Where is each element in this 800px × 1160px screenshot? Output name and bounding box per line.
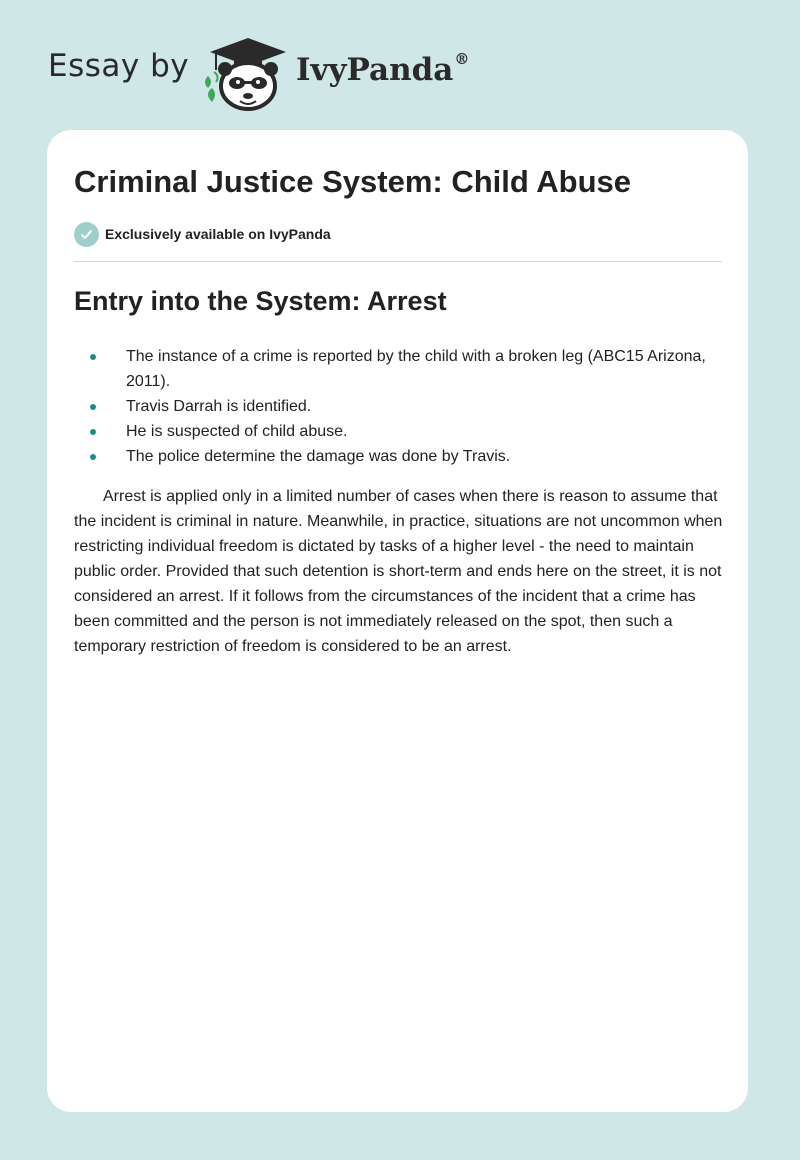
bullet-dot-icon bbox=[90, 454, 96, 460]
bullet-dot-icon bbox=[90, 354, 96, 360]
bullet-dot-icon bbox=[90, 429, 96, 435]
list-item bbox=[74, 444, 722, 469]
panda-graduate-logo-icon[interactable] bbox=[200, 36, 292, 112]
list-item-text: He is suspected of child abuse. bbox=[126, 423, 348, 440]
essay-by-label: Essay by bbox=[48, 48, 190, 84]
bullet-dot-icon bbox=[90, 404, 96, 410]
brand-name-text: IvyPanda bbox=[296, 52, 454, 88]
list-item bbox=[74, 394, 722, 419]
body-paragraph: Arrest is applied only in a limited number of cases when there is reason to assume that the incident is criminal in nature. Meanwhile, in practice, situations are not uncommon when restricting individual freedom is dictated by tasks of a higher level - the need to maintain public order. Provided that such detention is short-term and ends here on the street, it is not considered an arrest. If it follows from the circumstances of the incident that a crime has been committed and the person is not immediately released on the spot, then such a temporary restriction of freedom is considered to be an arrest. bbox=[74, 488, 723, 655]
brand-name[interactable] bbox=[296, 52, 469, 88]
page-title: Criminal Justice System: Child Abuse bbox=[74, 164, 632, 199]
title-divider bbox=[74, 261, 722, 262]
list-item-text: The instance of a crime is reported by the child with a broken leg (ABC15 Arizona, 2011). bbox=[126, 348, 706, 390]
list-item-text: The police determine the damage was done by Travis. bbox=[126, 448, 511, 465]
bullet-list bbox=[74, 344, 722, 469]
essay-card bbox=[47, 130, 748, 1112]
site-header bbox=[0, 0, 800, 120]
exclusive-badge bbox=[74, 221, 331, 247]
check-circle-icon bbox=[74, 222, 99, 247]
registered-mark: ® bbox=[454, 50, 470, 68]
exclusive-badge-text: Exclusively available on IvyPanda bbox=[105, 226, 331, 242]
section-heading: Entry into the System: Arrest bbox=[74, 286, 447, 316]
list-item-text: Travis Darrah is identified. bbox=[126, 398, 312, 415]
list-item bbox=[74, 419, 722, 444]
list-item bbox=[74, 344, 722, 394]
